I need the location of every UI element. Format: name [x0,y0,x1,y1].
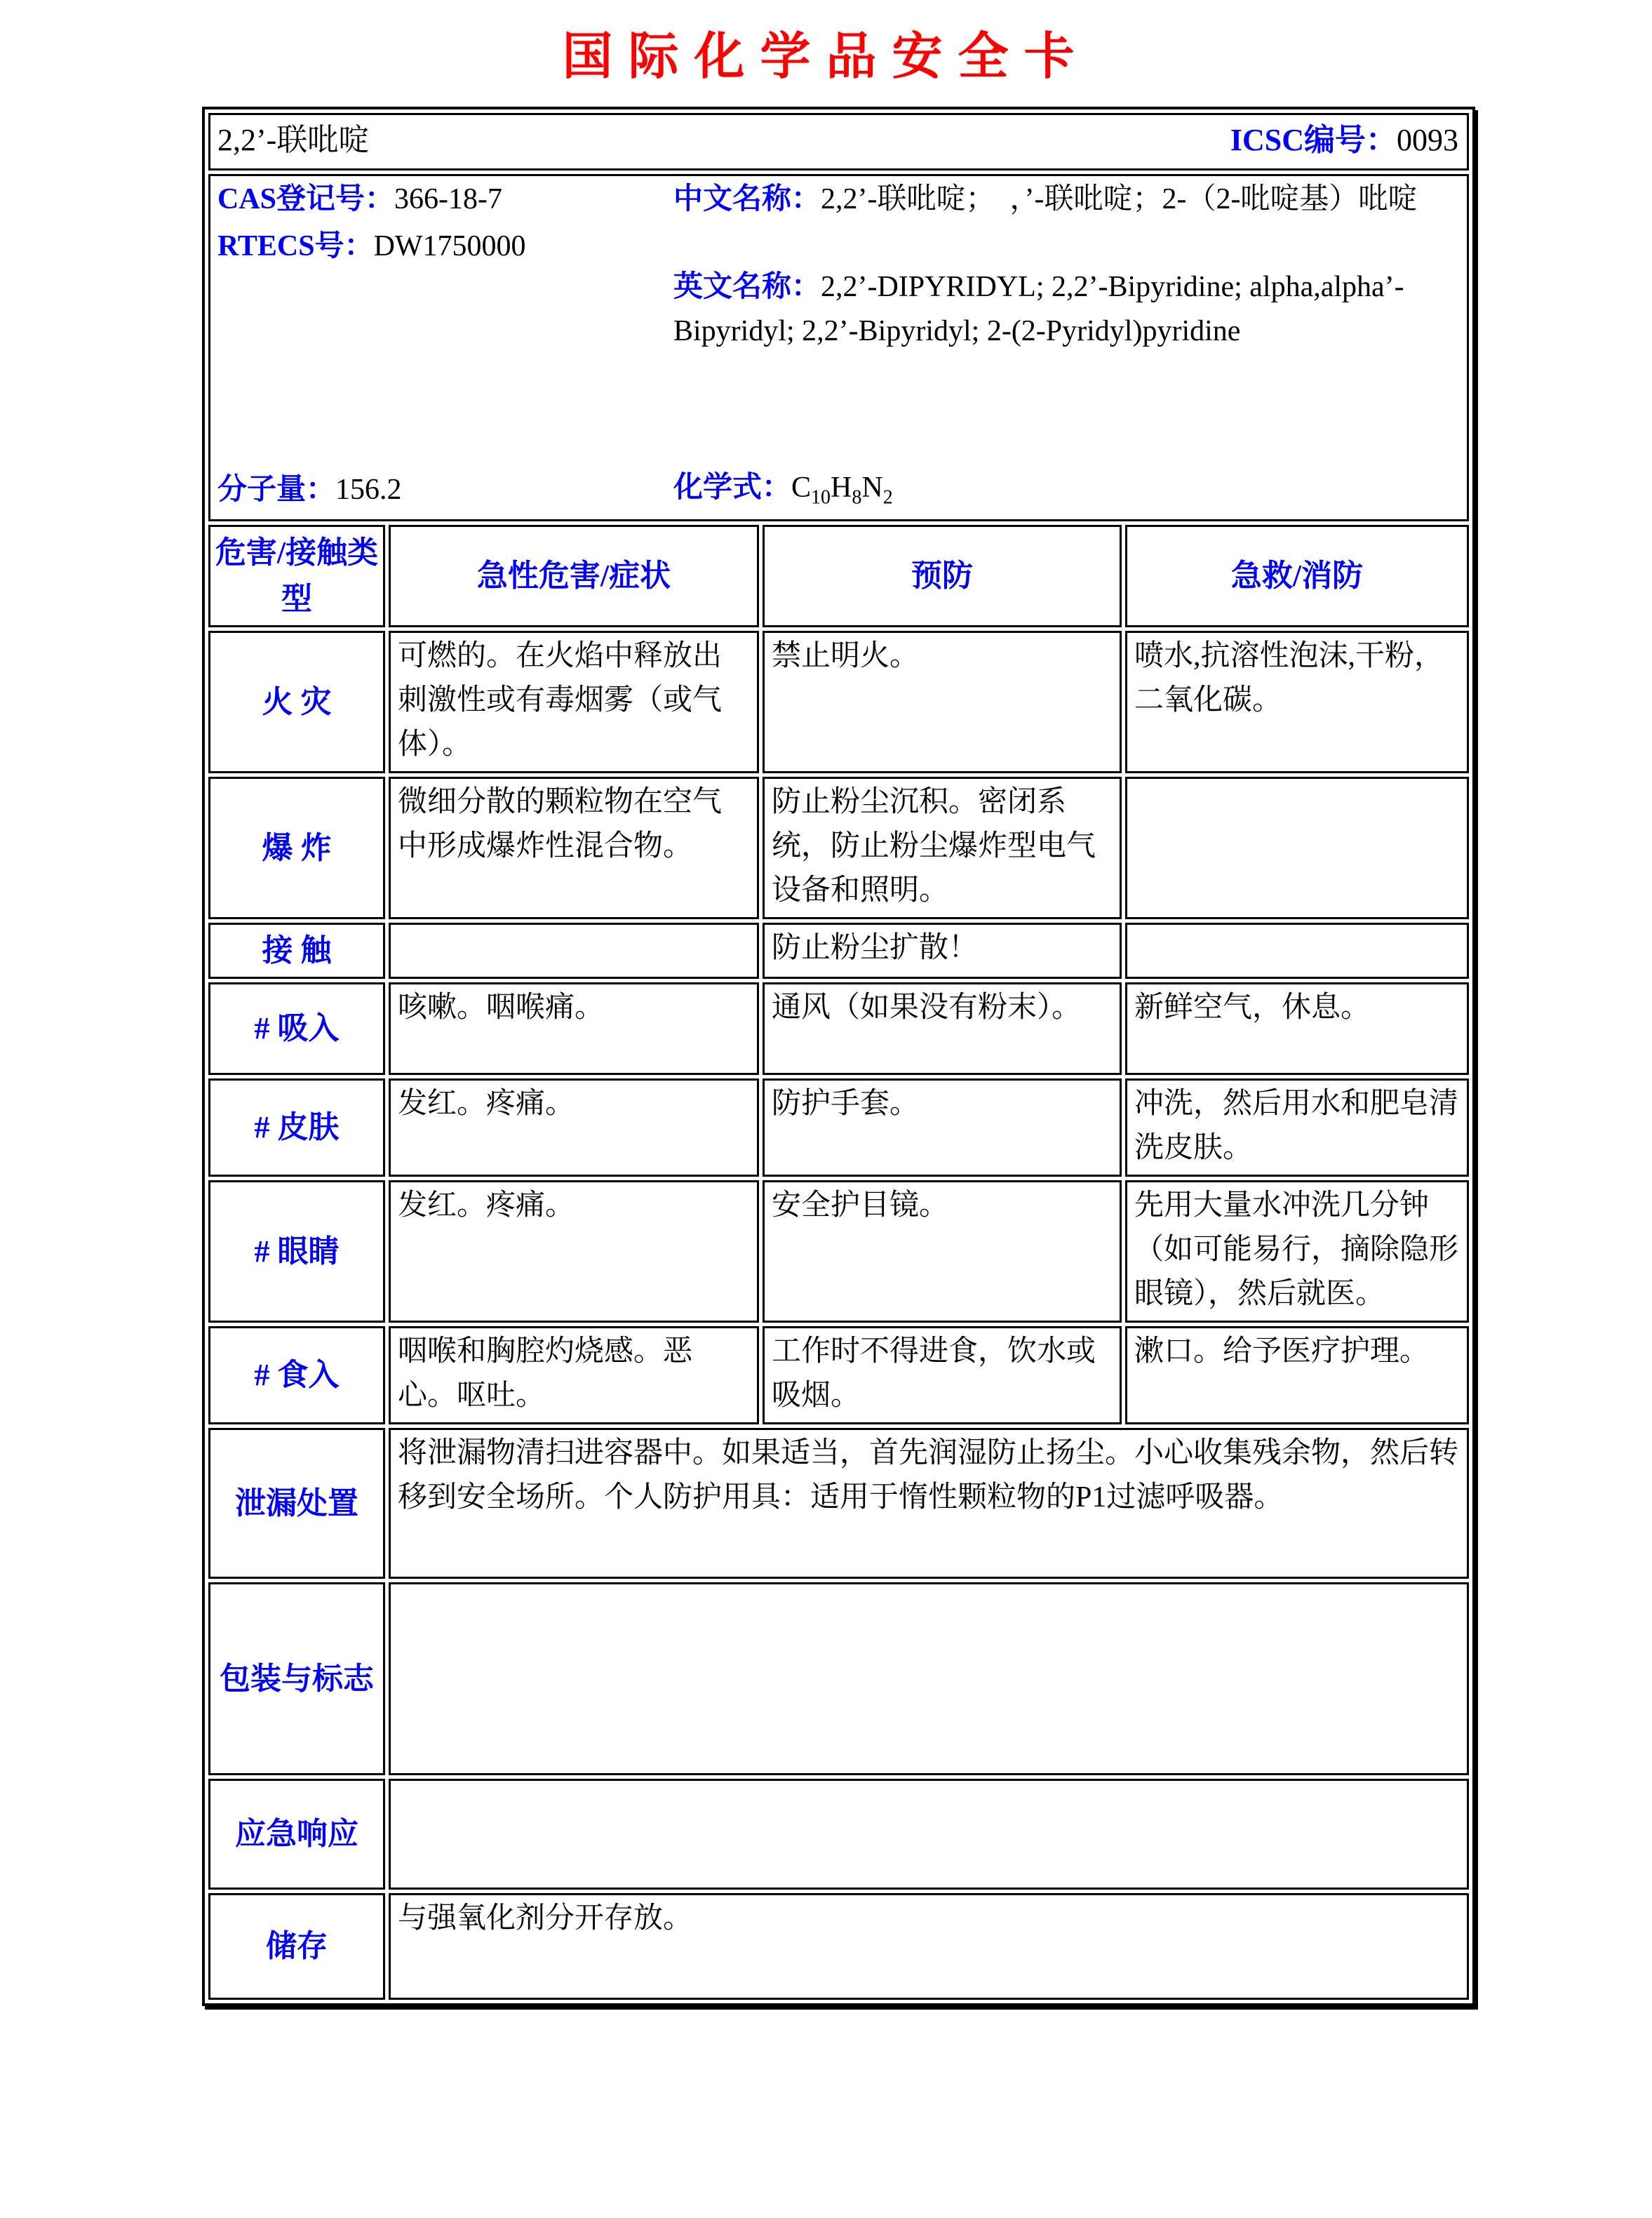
row-ingestion [208,1326,1469,1424]
row-eyes [208,1180,1469,1323]
icsc-number [1230,117,1458,163]
row-contact [208,923,1469,979]
chemical-formula-line [673,466,1458,512]
identifiers-cell [208,174,1469,521]
rtecs-value: DW1750000 [373,230,526,262]
rtecs-number [217,225,666,269]
row-emergency-response [208,1779,1469,1890]
fire-response: 喷水,抗溶性泡沫,干粉，二氧化碳。 [1125,631,1469,773]
header-cell-hazard-type: 危害/接触类型 [208,525,385,627]
row-inhalation [208,982,1469,1075]
inhalation-response: 新鲜空气，休息。 [1125,982,1469,1075]
chinese-names-value: 2,2’-联吡啶； ，’-联吡啶；2-（2-吡啶基）吡啶 [821,183,1418,215]
ingestion-response: 漱口。给予医疗护理。 [1125,1326,1469,1424]
eyes-label: # 眼睛 [208,1180,385,1323]
inhalation-label: # 吸入 [208,982,385,1075]
spill-disposal-label: 泄漏处置 [208,1428,385,1579]
explosion-response [1125,777,1469,919]
row-explosion [208,777,1469,919]
row-chemical-name [208,113,1469,171]
row-packaging-labelling [208,1582,1469,1775]
fire-label: 火 灾 [208,631,385,773]
skin-symptoms: 发红。疼痛。 [389,1078,759,1177]
emergency-response-label: 应急响应 [208,1779,385,1890]
page-title: 国际化学品安全卡 [562,29,1090,85]
chemical-name: 2,2’-联吡啶 [217,123,370,157]
chemical-name-cell [208,113,1469,171]
row-identifiers [208,174,1469,521]
skin-prevention: 防护手套。 [763,1078,1122,1177]
emergency-response-content [389,1779,1469,1890]
packaging-labelling-content [389,1582,1469,1775]
spill-disposal-content: 将泄漏物清扫进容器中。如果适当，首先润湿防止扬尘。小心收集残余物，然后转移到安全场所。个人防护用具：适用于惰性颗粒物的P1过滤呼吸器。 [389,1428,1469,1579]
row-skin [208,1078,1469,1177]
english-names [673,265,1458,354]
molecular-weight [217,468,666,512]
eyes-prevention: 安全护目镜。 [763,1180,1122,1323]
cas-label: CAS登记号： [217,183,395,215]
contact-label: 接 触 [208,923,385,979]
icsc-number-label: ICSC编号： [1230,123,1397,157]
header-cell-prevention: 预防 [763,525,1122,627]
cas-number [217,178,666,222]
chinese-names-label: 中文名称： [673,183,821,215]
row-table-headers [208,525,1469,627]
identifiers-left-column [217,178,666,515]
explosion-prevention: 防止粉尘沉积。密闭系统，防止粉尘爆炸型电气设备和照明。 [763,777,1122,919]
icsc-number-value: 0093 [1397,123,1459,157]
contact-prevention: 防止粉尘扩散！ [763,923,1122,979]
explosion-label: 爆 炸 [208,777,385,919]
ingestion-prevention: 工作时不得进食，饮水或吸烟。 [763,1326,1122,1424]
molecular-weight-label: 分子量： [217,474,336,506]
row-storage [208,1893,1469,2000]
fire-symptoms: 可燃的。在火焰中释放出刺激性或有毒烟雾（或气体）。 [389,631,759,773]
inhalation-symptoms: 咳嗽。咽喉痛。 [389,982,759,1075]
ingestion-label: # 食入 [208,1326,385,1424]
contact-response [1125,923,1469,979]
header-cell-response: 急救/消防 [1125,525,1469,627]
row-fire [208,631,1469,773]
molecular-weight-value: 156.2 [335,474,402,506]
explosion-symptoms: 微细分散的颗粒物在空气中形成爆炸性混合物。 [389,777,759,919]
inhalation-prevention: 通风（如果没有粉末）。 [763,982,1122,1075]
safety-card-table [202,107,1475,2006]
ingestion-symptoms: 咽喉和胸腔灼烧感。恶心。呕吐。 [389,1326,759,1424]
storage-content: 与强氧化剂分开存放。 [389,1893,1469,2000]
fire-prevention: 禁止明火。 [763,631,1122,773]
row-spill-disposal [208,1428,1469,1579]
contact-symptoms [389,923,759,979]
cas-value: 366-18-7 [394,183,503,215]
header-cell-symptoms: 急性危害/症状 [389,525,759,627]
skin-label: # 皮肤 [208,1078,385,1177]
chemical-formula: $C_{10}H_8N_2$ [791,471,893,508]
rtecs-label: RTECS号： [217,230,374,262]
english-names-value: 2,2’-DIPYRIDYL; 2,2’-Bipyridine; alpha,alpha’-Bipyridyl; 2,2’-Bipyridyl; 2-(2-Pyridyl)pyridine [673,271,1404,347]
storage-label: 储存 [208,1893,385,2000]
eyes-symptoms: 发红。疼痛。 [389,1180,759,1323]
identifiers-right-column [673,178,1458,515]
english-names-label: 英文名称： [673,271,821,303]
skin-response: 冲洗，然后用水和肥皂清洗皮肤。 [1125,1078,1469,1177]
chinese-names [673,178,1458,222]
chemical-formula-label: 化学式： [673,471,792,504]
packaging-labelling-label: 包装与标志 [208,1582,385,1775]
eyes-response: 先用大量水冲洗几分钟（如可能易行，摘除隐形眼镜），然后就医。 [1125,1180,1469,1323]
